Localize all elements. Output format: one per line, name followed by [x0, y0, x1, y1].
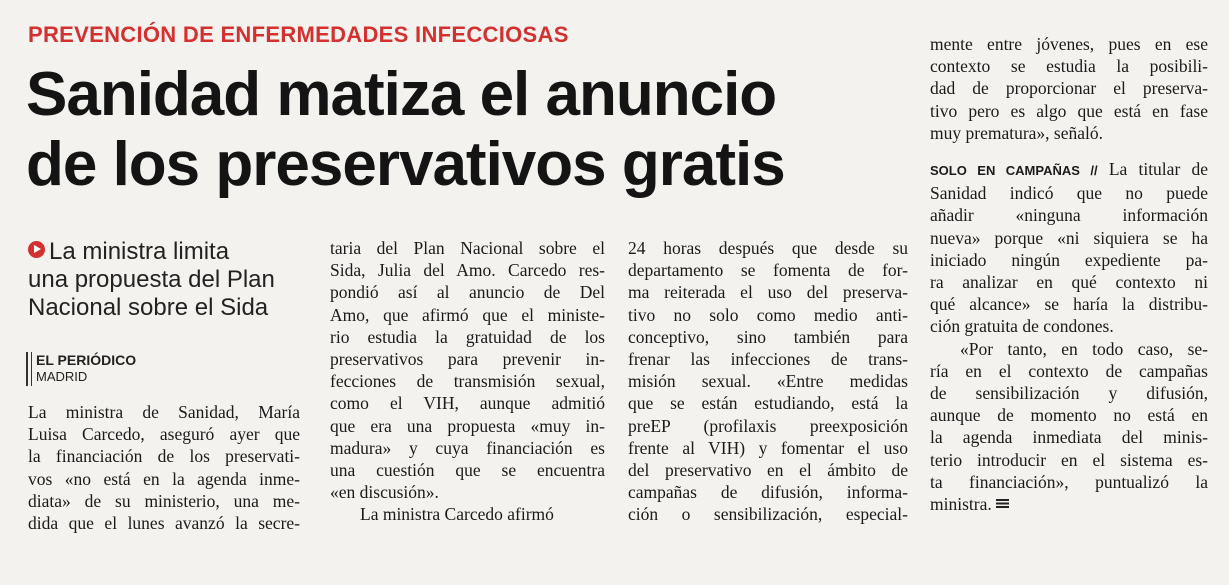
text-line: pondió así al anuncio de Del [330, 282, 605, 303]
text-line: diata» de su ministerio, una me- [28, 490, 300, 511]
text-line: terio introducir en el sistema es- [930, 449, 1208, 470]
text-line: ta financiación», puntualizó la [930, 471, 1208, 492]
play-bullet-icon [28, 241, 45, 258]
text-line: misión sexual. «Entre medidas [628, 371, 908, 392]
subhead-text: La ministra limita [49, 238, 230, 265]
text-line: rio estudia la gratuidad de los [330, 326, 605, 347]
text-line: qué alcance» se haría la distribu- [930, 294, 1208, 315]
headline-line: Sanidad matiza el anuncio [26, 60, 777, 129]
subhead-line-1 [28, 238, 318, 266]
article-column-2 [330, 237, 605, 526]
text-line: mente entre jóvenes, pues en ese [930, 34, 1208, 54]
text-line: Luisa Carcedo, aseguró ayer que [28, 424, 300, 445]
text-line: añadir «ninguna información [930, 205, 1208, 226]
text-line: madura» y cuya financiación es [330, 437, 605, 458]
text-line: vos «no está en la agenda inme- [28, 468, 300, 489]
text-line: Sida, Julia del Amo. Carcedo res- [330, 260, 605, 281]
text-line: fecciones de transmisión sexual, [330, 371, 605, 392]
text-line: ría en el contexto de campañas [930, 360, 1208, 381]
text-line: dad de proporcionar el preserva- [930, 78, 1208, 99]
section-kicker: PREVENCIÓN DE ENFERMEDADES INFECCIOSAS [28, 22, 569, 47]
text-line: tivo no solo como medio anti- [628, 304, 908, 325]
headline-line: de los preservativos gratis [26, 130, 785, 199]
text-line: como el VIH, aunque admitió [330, 393, 605, 414]
end-of-article-icon [996, 499, 1009, 508]
text-fragment: La titular de [1108, 159, 1208, 180]
text-line: la financiación de los preservati- [28, 446, 300, 467]
text-fragment: ministra. [930, 494, 992, 515]
subsection-first-line [930, 158, 1208, 182]
byline-city: MADRID [36, 369, 88, 384]
paragraph-gap [930, 144, 1208, 158]
subheadline [28, 238, 318, 322]
text-line: ción gratuita de condones. [930, 316, 1114, 337]
text-line: frenar las infecciones de trans- [628, 349, 908, 370]
text-line: ma reiterada el uso del preserva- [628, 282, 908, 303]
text-line: Amo, que afirmó que el ministe- [330, 304, 605, 325]
text-line: que se están estudiando, está la [628, 393, 908, 414]
text-line: ra analizar en qué contexto ni [930, 272, 1208, 293]
text-line: preEP (profilaxis preexposición [628, 415, 908, 436]
subhead-line-3: Nacional sobre el Sida [28, 294, 269, 321]
headline [26, 60, 906, 200]
article-column-4 [930, 33, 1208, 515]
text-line: nueva» porque «ni siquiera se ha [930, 227, 1208, 248]
text-line: Sanidad indicó que no puede [930, 183, 1208, 204]
text-line: ción o sensibilización, especial- [628, 504, 908, 525]
subhead-line-2: una propuesta del Plan [28, 266, 275, 293]
closing-line [930, 493, 1208, 515]
text-line: La ministra Carcedo afirmó [360, 504, 554, 525]
text-line: 24 horas después que desde su [628, 238, 908, 258]
text-line: tivo pero es algo que está en fase [930, 100, 1208, 121]
text-line: la agenda inmediata del minis- [930, 427, 1208, 448]
text-line: «Por tanto, en todo caso, se- [960, 338, 1208, 359]
subsection-label: SOLO EN CAMPAÑAS // [930, 163, 1098, 179]
byline-publication: EL PERIÓDICO [36, 352, 137, 368]
text-line: iniciado ningún expediente pa- [930, 249, 1208, 270]
text-line: muy prematura», señaló. [930, 122, 1104, 143]
text-line: «en discusión». [330, 482, 439, 503]
text-line: del preservativo en el ámbito de [628, 460, 908, 481]
text-line: campañas de difusión, informa- [628, 482, 908, 503]
text-line: frente al VIH) y fomentar el uso [628, 437, 908, 458]
text-line: dida que el lunes avanzó la secre- [28, 513, 300, 534]
article-column-3 [628, 237, 908, 526]
article-column-1 [28, 401, 300, 534]
text-line: La ministra de Sanidad, María [28, 402, 300, 422]
text-line: conceptivo, sino también para [628, 326, 908, 347]
byline [26, 352, 136, 386]
text-line: que era una propuesta «muy in- [330, 415, 605, 436]
text-line: una cuestión que se encuentra [330, 460, 605, 481]
text-line: departamento se fomenta de for- [628, 260, 908, 281]
text-line: de sensibilización y difusión, [930, 383, 1208, 404]
text-line: preservativos para prevenir in- [330, 349, 605, 370]
text-line: aunque de momento no está en [930, 405, 1208, 426]
text-line: contexto se estudia la posibili- [930, 56, 1208, 77]
text-line: taria del Plan Nacional sobre el [330, 238, 605, 258]
